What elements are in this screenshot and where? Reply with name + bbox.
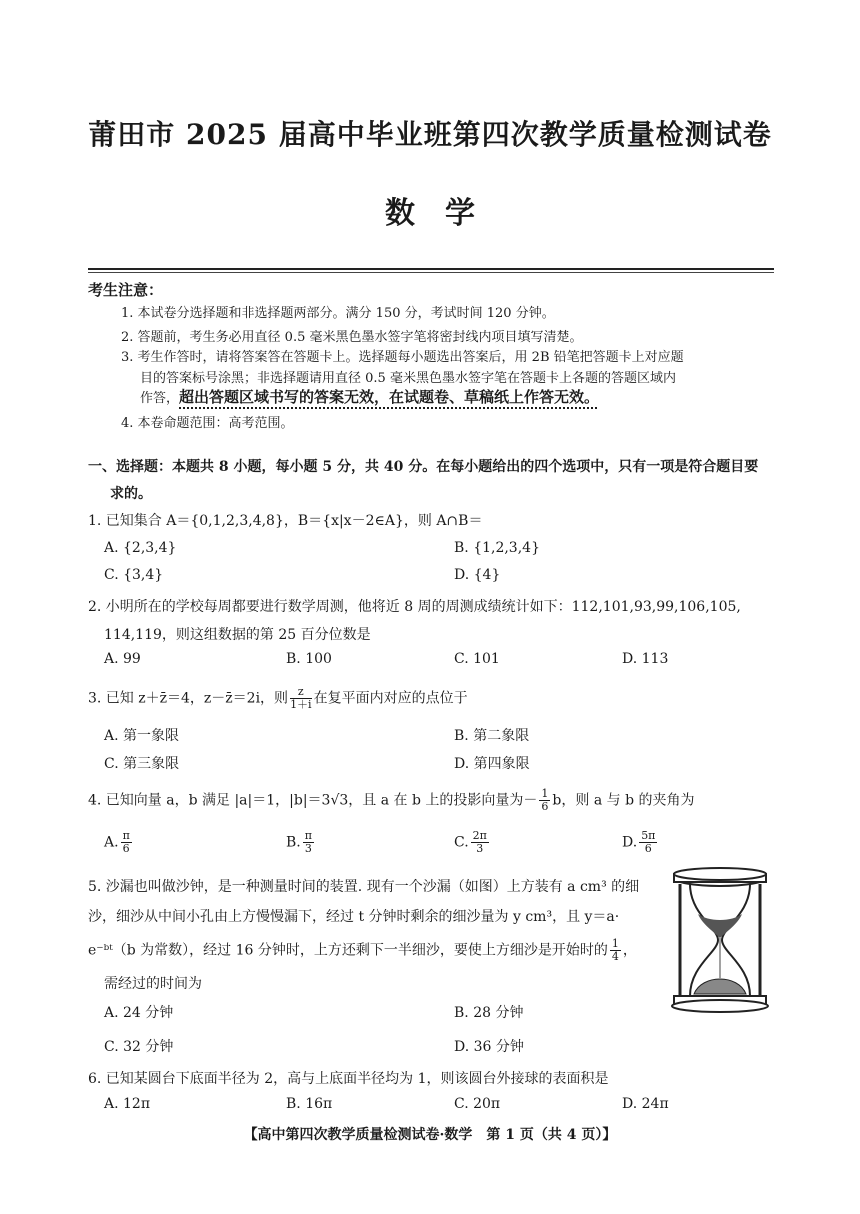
q4-frac-num: 1 <box>541 787 549 800</box>
q4-option-d <box>622 830 659 855</box>
q1-option-a: A. {2,3,4} <box>104 540 177 556</box>
header-divider-thin <box>88 272 774 273</box>
q4-stem-post: b，则 a 与 b 的夹角为 <box>552 792 695 809</box>
q4-frac-den: 6 <box>541 800 549 813</box>
notice-item-1: 1. 本试卷分选择题和非选择题两部分。满分 150 分，考试时间 120 分钟。 <box>121 306 555 321</box>
q4-b-den: 3 <box>304 842 312 855</box>
q4-stem-pre: 4. 已知向量 a，b 满足 |a|＝1，|b|＝3√3，且 a 在 b 上的投影向量为－ <box>88 792 538 809</box>
question-5-line-4: 需经过的时间为 <box>104 976 202 992</box>
question-3-stem <box>88 686 468 711</box>
q4-a-den: 6 <box>122 842 130 855</box>
hourglass-icon <box>668 866 772 1014</box>
q4-option-c <box>454 830 491 855</box>
notice-item-3: 3. 考生作答时，请将答案答在答题卡上。选择题每小题选出答案后，用 2B 铅笔把答题卡上对应题 <box>121 350 684 365</box>
q3-fraction <box>290 686 312 711</box>
q4-c-label: C. <box>454 834 469 851</box>
q3-stem-pre: 3. 已知 z＋z̄＝4，z－z̄＝2i，则 <box>88 690 289 707</box>
q5-option-b: B. 28 分钟 <box>454 1005 524 1021</box>
question-5-line-3 <box>88 938 637 963</box>
notice-item-3-cont: 目的答案标号涂黑；非选择题请用直径 0.5 毫米黑色墨水签字笔在答题卡上各题的答题区域内 <box>140 371 676 386</box>
q5-option-d: D. 36 分钟 <box>454 1039 524 1055</box>
question-1-stem: 1. 已知集合 A＝{0,1,2,3,4,8}，B＝{x|x－2∈A}，则 A∩B＝ <box>88 513 483 529</box>
q4-c-num: 2π <box>472 829 487 842</box>
q4-a-num: π <box>122 829 130 842</box>
q3-stem-post: 在复平面内对应的点位于 <box>313 690 468 707</box>
question-6-stem: 6. 已知某圆台下底面半径为 2，高与上底面半径均为 1，则该圆台外接球的表面积是 <box>88 1071 609 1087</box>
notice-emphasis: 超出答题区域书写的答案无效，在试题卷、草稿纸上作答无效。 <box>179 388 600 406</box>
q4-d-label: D. <box>622 834 638 851</box>
q6-option-d: D. 24π <box>622 1096 669 1112</box>
header-divider <box>88 268 774 270</box>
page-footer: 【高中第四次教学质量检测试卷·数学 第 1 页（共 4 页）】 <box>243 1127 617 1143</box>
q6-option-b: B. 16π <box>286 1096 333 1112</box>
q5-frac-num: 1 <box>611 937 619 950</box>
q4-b-label: B. <box>286 834 301 851</box>
q4-d-frac <box>639 830 657 855</box>
q3-option-d: D. 第四象限 <box>454 756 530 772</box>
q4-c-den: 3 <box>476 842 484 855</box>
q3-option-c: C. 第三象限 <box>104 756 180 772</box>
q5-line3-post: ， <box>622 942 637 959</box>
q2-option-b: B. 100 <box>286 651 332 667</box>
question-5-line-1: 5. 沙漏也叫做沙钟，是一种测量时间的装置. 现有一个沙漏（如图）上方装有 a cm³ 的细 <box>88 879 640 895</box>
q4-c-frac <box>471 830 489 855</box>
section-heading-cont: 求的。 <box>110 486 152 502</box>
q4-b-frac <box>303 830 314 855</box>
q6-option-a: A. 12π <box>104 1096 151 1112</box>
notice-item-3-end <box>140 386 599 407</box>
q4-a-label: A. <box>104 834 119 851</box>
q3-frac-den: 1＋i <box>290 698 312 711</box>
q5-line3-pre: e⁻ᵇᵗ（b 为常数），经过 16 分钟时，上方还剩下一半细沙，要使上方细沙是开始时的 <box>88 942 608 959</box>
notice-heading: 考生注意： <box>88 281 164 299</box>
q5-option-a: A. 24 分钟 <box>104 1005 174 1021</box>
section-heading: 一、选择题：本题共 8 小题，每小题 5 分，共 40 分。在每小题给出的四个选项中，只有一项是符合题目要 <box>88 459 759 475</box>
subject-title: 数学 <box>385 196 505 231</box>
notice-item-4: 4. 本卷命题范围：高考范围。 <box>121 416 294 431</box>
q6-option-c: C. 20π <box>454 1096 501 1112</box>
question-2-stem-cont: 114,119，则这组数据的第 25 百分位数是 <box>104 627 371 643</box>
q5-fraction <box>610 938 621 963</box>
q4-fraction <box>539 788 550 813</box>
question-2-stem: 2. 小明所在的学校每周都要进行数学周测，他将近 8 周的周测成绩统计如下：112,101,93,99,106,105, <box>88 599 741 615</box>
exam-title: 莆田市 2025 届高中毕业班第四次教学质量检测试卷 <box>88 118 772 151</box>
q4-a-frac <box>121 830 132 855</box>
question-4-stem <box>88 788 694 813</box>
q4-b-num: π <box>304 829 312 842</box>
notice-item-3-tail: 作答， <box>140 391 180 406</box>
q4-option-b <box>286 830 316 855</box>
q2-option-d: D. 113 <box>622 651 669 667</box>
q4-d-num: 5π <box>641 829 656 842</box>
q4-d-den: 6 <box>644 842 652 855</box>
question-5-line-2: 沙，细沙从中间小孔由上方慢慢漏下，经过 t 分钟时剩余的细沙量为 y cm³，且 y＝a· <box>88 909 620 925</box>
q5-option-c: C. 32 分钟 <box>104 1039 174 1055</box>
q1-option-c: C. {3,4} <box>104 567 164 583</box>
q1-option-d: D. {4} <box>454 567 501 583</box>
q3-frac-num: z <box>290 686 312 699</box>
q3-option-a: A. 第一象限 <box>104 728 180 744</box>
q4-option-a <box>104 830 134 855</box>
q5-frac-den: 4 <box>611 950 619 963</box>
q2-option-a: A. 99 <box>104 651 141 667</box>
hourglass-illustration <box>668 866 772 1018</box>
q3-option-b: B. 第二象限 <box>454 728 530 744</box>
notice-item-2: 2. 答题前，考生务必用直径 0.5 毫米黑色墨水签字笔将密封线内项目填写清楚。 <box>121 330 583 345</box>
q2-option-c: C. 101 <box>454 651 500 667</box>
q1-option-b: B. {1,2,3,4} <box>454 540 540 556</box>
